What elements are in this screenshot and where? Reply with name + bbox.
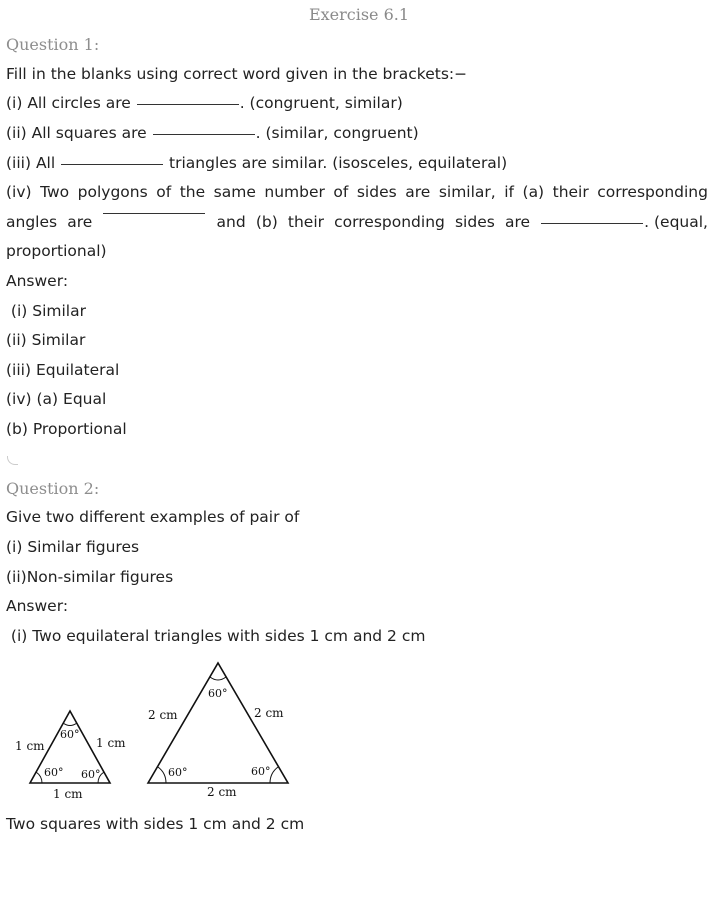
large-right-angle-label: 60° [251, 765, 271, 778]
question-1-part-iv-line-3: proportional) [6, 242, 107, 260]
word: Two [40, 183, 70, 201]
fill-blank [61, 163, 163, 165]
word: same [213, 183, 256, 201]
word: are [67, 213, 93, 231]
small-top-angle-label: 60° [60, 728, 80, 741]
large-right-side-label: 2 cm [254, 706, 284, 720]
question-2-heading: Question 2: [6, 479, 100, 498]
answer-squares: Two squares with sides 1 cm and 2 cm [6, 815, 305, 833]
small-right-side-label: 1 cm [96, 736, 126, 750]
similar-triangles-figure [0, 655, 330, 805]
small-right-angle-label: 60° [81, 768, 101, 781]
word: and [216, 213, 246, 231]
angle-arc [158, 767, 166, 783]
word: their [552, 183, 589, 201]
word: number [264, 183, 325, 201]
word: polygons [77, 183, 148, 201]
question-1-intro: Fill in the blanks using correct word given in the brackets:− [6, 65, 468, 83]
word: are [405, 183, 431, 201]
fill-blank [541, 222, 643, 224]
fill-blank [103, 212, 205, 214]
answer-label: Answer: [6, 272, 69, 290]
question-1-heading: Question 1: [6, 35, 100, 54]
answer-equilateral-triangles: (i) Two equilateral triangles with sides 1 cm and 2 cm [6, 627, 426, 645]
question-2-part-ii: (ii)Non-similar figures [6, 568, 174, 586]
word: (iv) [6, 183, 32, 201]
angle-arc [36, 772, 42, 783]
small-left-angle-label: 60° [44, 766, 64, 779]
part-i-options: . (congruent, similar) [239, 94, 403, 112]
word: similar, [438, 183, 496, 201]
question-1-part-ii [6, 123, 419, 143]
word: sides [356, 183, 397, 201]
word: are [504, 213, 531, 231]
question-2-part-i: (i) Similar figures [6, 538, 140, 556]
angle-arc [210, 677, 226, 680]
question-1-part-iii [6, 153, 507, 173]
word: (b) [255, 213, 278, 231]
word: if [504, 183, 514, 201]
word: sides [454, 213, 495, 231]
large-left-angle-label: 60° [168, 766, 188, 779]
part-iii-rest: triangles are similar. (isosceles, equilateral) [169, 154, 508, 172]
question-1-part-iv-line-2 [6, 212, 708, 232]
angle-arc [270, 767, 278, 783]
angle-arc [63, 723, 77, 726]
large-base-label: 2 cm [207, 785, 237, 799]
question-1-part-i [6, 93, 403, 113]
part-ii-options: . (similar, congruent) [255, 124, 419, 142]
large-top-angle-label: 60° [208, 687, 228, 700]
decorative-mark [7, 456, 18, 465]
part-i-text: (i) All circles are [6, 94, 131, 112]
word: of [156, 183, 172, 201]
word: corresponding [334, 213, 445, 231]
small-left-side-label: 1 cm [15, 739, 45, 753]
large-left-side-label: 2 cm [148, 708, 178, 722]
answer-label: Answer: [6, 597, 69, 615]
answer-iii: (iii) Equilateral [6, 361, 120, 379]
word: . (equal, [644, 213, 708, 231]
part-ii-text: (ii) All squares are [6, 124, 147, 142]
part-iii-text: (iii) All [6, 154, 56, 172]
fill-blank [137, 103, 239, 105]
word: corresponding [597, 183, 708, 201]
answer-i: (i) Similar [6, 302, 86, 320]
answer-ii: (ii) Similar [6, 331, 86, 349]
exercise-title: Exercise 6.1 [308, 5, 410, 24]
word: of [333, 183, 349, 201]
fill-blank [153, 133, 255, 135]
answer-iv-b: (b) Proportional [6, 420, 127, 438]
word: angles [6, 213, 58, 231]
word: the [179, 183, 206, 201]
question-2-intro: Give two different examples of pair of [6, 508, 300, 526]
small-base-label: 1 cm [53, 787, 83, 801]
question-1-part-iv-line-1 [6, 182, 708, 202]
word: their [287, 213, 325, 231]
word: (a) [522, 183, 545, 201]
answer-iv-a: (iv) (a) Equal [6, 390, 107, 408]
blank-and-options [540, 212, 708, 232]
